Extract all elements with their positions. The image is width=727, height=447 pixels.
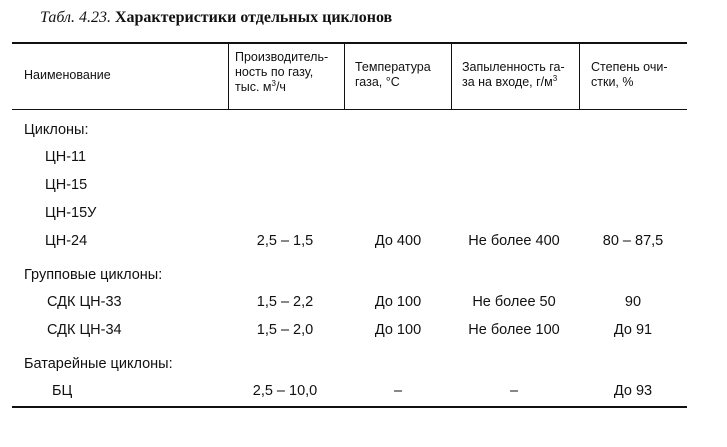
table-cell: До 93 [613, 383, 653, 399]
table-cell: До 100 [374, 294, 422, 310]
header-line: ность по газу, [235, 65, 314, 79]
header-line: газа, °С [355, 75, 400, 89]
header-temperature [355, 60, 431, 90]
table-cell: 80 – 87,5 [602, 233, 664, 249]
header-text: за на входе, г/м [462, 75, 553, 89]
header-line [235, 80, 328, 95]
group-heading: Групповые циклоны: [24, 267, 163, 283]
row-name: ЦН-24 [45, 233, 88, 249]
table-cell: 90 [624, 294, 642, 310]
row-name: СДК ЦН-33 [47, 294, 122, 310]
header-line: Температура [355, 60, 431, 74]
header-efficiency [591, 60, 668, 90]
table-number: Табл. 4.23. [40, 9, 111, 26]
table-cell: 1,5 – 2,2 [256, 294, 314, 310]
header-line: Наименование [24, 68, 111, 82]
row-name: СДК ЦН-34 [47, 322, 122, 338]
table-cell: – [509, 383, 519, 399]
header-rule [12, 109, 687, 110]
top-rule [12, 42, 687, 44]
header-line [462, 75, 565, 90]
row-name: ЦН-15У [45, 205, 97, 221]
header-line: стки, % [591, 75, 634, 89]
table-caption [40, 9, 392, 27]
table-cell: До 100 [374, 322, 422, 338]
header-line: Степень очи- [591, 60, 668, 74]
header-capacity [235, 50, 328, 95]
column-divider [451, 43, 452, 109]
header-dust-load [462, 60, 565, 90]
header-line: Запыленность га- [462, 60, 565, 74]
superscript: 3 [271, 78, 276, 88]
row-name: БЦ [52, 383, 73, 399]
superscript: 3 [552, 73, 558, 83]
header-name [24, 68, 111, 83]
header-line: Производитель- [235, 50, 329, 64]
column-divider [344, 43, 345, 109]
table-cell: 2,5 – 10,0 [252, 383, 318, 399]
row-name: ЦН-11 [45, 149, 87, 165]
table-cell: Не более 100 [468, 322, 560, 338]
row-name: ЦН-15 [45, 177, 88, 193]
table-title: Характеристики отдельных циклонов [114, 9, 393, 26]
table-cell: До 91 [613, 322, 653, 338]
column-divider [579, 43, 580, 109]
header-text: /ч [275, 80, 286, 94]
group-heading: Батарейные циклоны: [24, 356, 173, 372]
table-cell: 1,5 – 2,0 [256, 322, 314, 338]
table-cell: До 400 [374, 233, 422, 249]
group-heading: Циклоны: [24, 122, 89, 138]
column-divider [228, 43, 229, 109]
table-cell: Не более 400 [468, 233, 560, 249]
table-cell: Не более 50 [472, 294, 556, 310]
bottom-rule [12, 406, 687, 408]
header-text: тыс. м [235, 80, 272, 94]
table-cell: 2,5 – 1,5 [256, 233, 314, 249]
table-cell: – [393, 383, 403, 399]
